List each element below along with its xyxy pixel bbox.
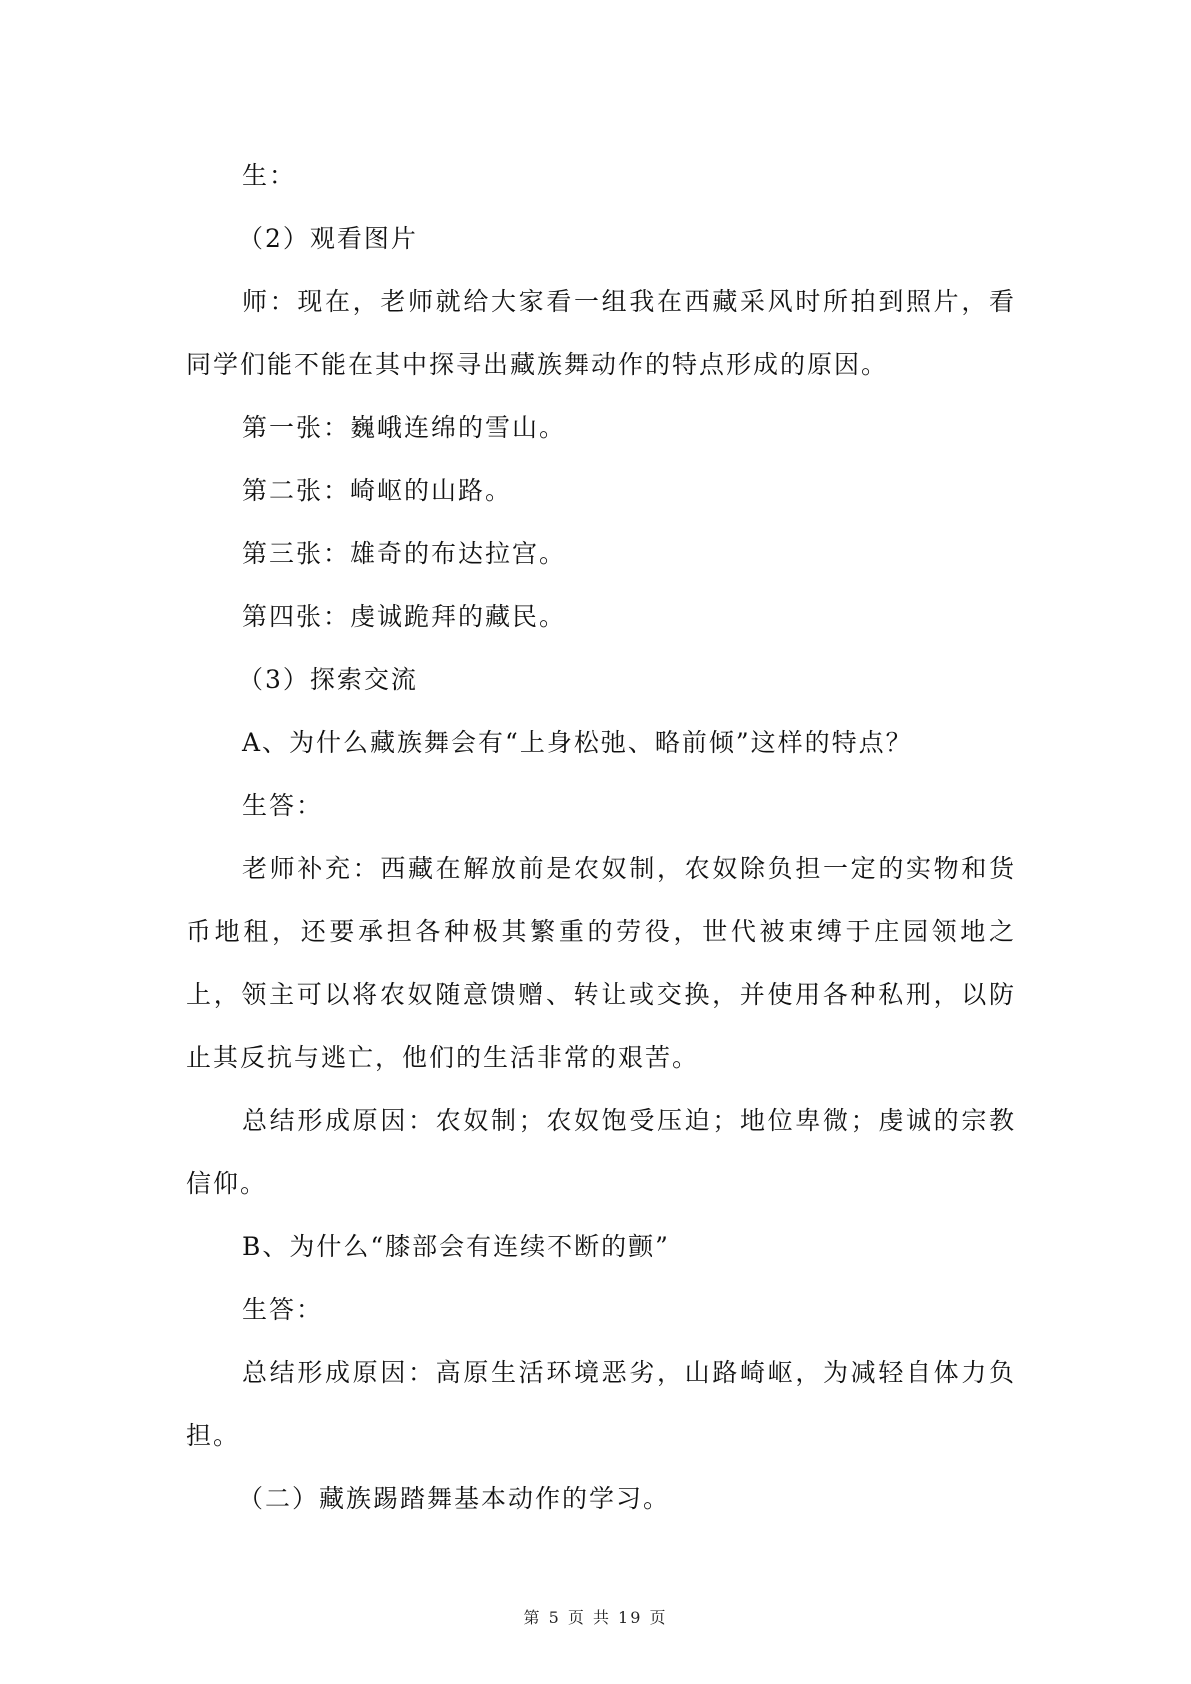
page-number-footer: 第 5 页 共 19 页 — [523, 1608, 668, 1627]
paragraph-section-heading: （二）藏族踢踏舞基本动作的学习。 — [238, 1484, 671, 1513]
paragraph-student-answer-a: 生答： — [242, 791, 324, 820]
paragraph-picture-1: 第一张：巍峨连绵的雪山。 — [242, 413, 567, 442]
paragraph-student-reply: 生： — [242, 161, 297, 190]
paragraph-picture-2: 第二张：崎岖的山路。 — [242, 476, 513, 505]
document-body — [186, 144, 1016, 1530]
paragraph-question-b: B、为什么“膝部会有连续不断的颤” — [242, 1232, 670, 1261]
paragraph-teacher-intro: 师：现在，老师就给大家看一组我在西藏采风时所拍到照片，看同学们能不能在其中探寻出藏族舞动作的特点形成的原因。 — [186, 287, 1016, 379]
paragraph-summary-b: 总结形成原因：高原生活环境恶劣，山路崎岖，为减轻自体力负担。 — [186, 1358, 1016, 1450]
paragraph-picture-3: 第三张：雄奇的布达拉宫。 — [242, 539, 567, 568]
paragraph-subheading-view-pictures: （2）观看图片 — [238, 224, 418, 253]
paragraph-teacher-supplement: 老师补充：西藏在解放前是农奴制，农奴除负担一定的实物和货币地租，还要承担各种极其繁重的劳役，世代被束缚于庄园领地之上，领主可以将农奴随意馈赠、转让或交换，并使用各种私刑，以防止其反抗与逃亡，他们的生活非常的艰苦。 — [186, 854, 1016, 1072]
paragraph-subheading-explore: （3）探索交流 — [238, 665, 418, 694]
paragraph-picture-4: 第四张：虔诚跪拜的藏民。 — [242, 602, 567, 631]
paragraph-student-answer-b: 生答： — [242, 1295, 324, 1324]
paragraph-question-a: A、为什么藏族舞会有“上身松弛、略前倾”这样的特点？ — [242, 728, 913, 757]
paragraph-summary-a: 总结形成原因：农奴制；农奴饱受压迫；地位卑微；虔诚的宗教信仰。 — [186, 1106, 1016, 1198]
